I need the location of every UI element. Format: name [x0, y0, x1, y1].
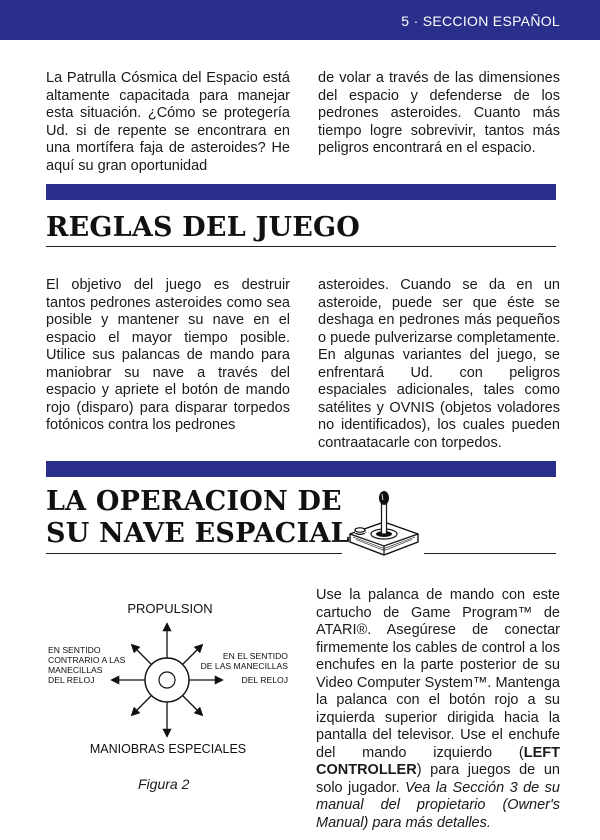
svg-text:DEL RELOJ: DEL RELOJ — [48, 675, 95, 685]
operation-heading-line1: LA OPERACION DE — [46, 486, 342, 517]
svg-text:CONTRARIO A LAS: CONTRARIO A LAS — [48, 655, 126, 665]
heading-underline-2b — [424, 553, 556, 554]
intro-column-left — [46, 70, 290, 175]
rules-column-right — [318, 277, 560, 452]
figure-bottom-label: MANIOBRAS ESPECIALES — [89, 742, 247, 756]
svg-text:DEL RELOJ: DEL RELOJ — [241, 675, 288, 685]
rules-text-left: El objetivo del juego es destruir tantos pedrones asteroides como sea posible y mantener su nave en el espacio el mayor tiempo posible. Utilice sus palancas de mando para maniobrar su nave a través del espacio y apriete el botón de mando rojo (disparo) para disparar torpedos fotónicos contra los pedrones — [46, 277, 290, 433]
left-controller-label: LEFT CONTROLLER — [316, 744, 560, 778]
operation-heading-line2: SU NAVE ESPACIAL — [46, 518, 350, 549]
intro-text-left: La Patrulla Cósmica del Espacio está altamente capacitada para manejar esta situación. ¿Cómo se protegería Ud. si de repente se encontrara en una mortífera faja de asteroides? He aquí su gran oportunidad — [46, 70, 290, 174]
svg-text:EN SENTIDO: EN SENTIDO — [48, 645, 101, 655]
figure-left-label — [48, 645, 126, 685]
page-section-title: 5 · SECCION ESPAÑOL — [401, 13, 560, 29]
rules-heading: REGLAS DEL JUEGO — [46, 212, 360, 243]
diagram-inner-ring — [159, 672, 175, 688]
page-header-bar — [0, 0, 600, 40]
figure-caption: Figura 2 — [138, 776, 190, 792]
joystick-icon — [346, 488, 420, 560]
operation-heading — [46, 486, 350, 550]
direction-arrows — [112, 624, 222, 736]
heading-underline — [46, 246, 556, 247]
intro-text-right: de volar a través de las dimensiones del espacio y defenderse de los pedrones asteroides. Cuanto más tiempo logre sobrevivir, tantos más peligros encontrará en el espacio. — [318, 70, 560, 156]
manual-reference: Vea la Sección 3 de su manual del propietario (Owner's Manual) para más detalles. — [316, 779, 560, 831]
operation-column — [316, 587, 560, 832]
section-divider-bar — [46, 184, 556, 200]
rules-column-left — [46, 277, 290, 435]
figure-top-label: PROPULSION — [127, 601, 213, 616]
svg-text:EN EL SENTIDO: EN EL SENTIDO — [222, 651, 288, 661]
operation-text: Use la palanca de mando con este cartucho de Game Program™ de ATARI®. Asegúrese de conectar firmemente los cables de control a los enchufes en la parte posterior de su Video Computer System™. Mantenga la palanca con el botón rojo a su izquierda superior dirigida hacia la pantalla del televisor. Use el enchufe del mando izquierdo (LEFT CONTROLLER) para juegos de un solo jugador. Vea la Sección 3 de su manual del propietario (Owner's Manual) para más detalles. — [316, 587, 560, 831]
rules-text-right: asteroides. Cuando se da en un asteroide, puede ser que éste se deshaga en pedrones más pequeños o puede pulverizarse completamente. En algunas variantes del juego, se enfrentará Ud. con peligros espaciales adicionales, tales como satélites y OVNIS (objetos voladores no identificados), los cuales pueden contraatacarle con torpedos. — [318, 277, 560, 451]
diagram-outer-ring — [145, 658, 189, 702]
svg-text:DE LAS MANECILLAS: DE LAS MANECILLAS — [200, 661, 288, 671]
svg-text:MANECILLAS: MANECILLAS — [48, 665, 103, 675]
section-divider-bar-2 — [46, 461, 556, 477]
heading-underline-2a — [46, 553, 342, 554]
movement-diagram — [44, 596, 294, 806]
intro-column-right — [318, 70, 560, 158]
